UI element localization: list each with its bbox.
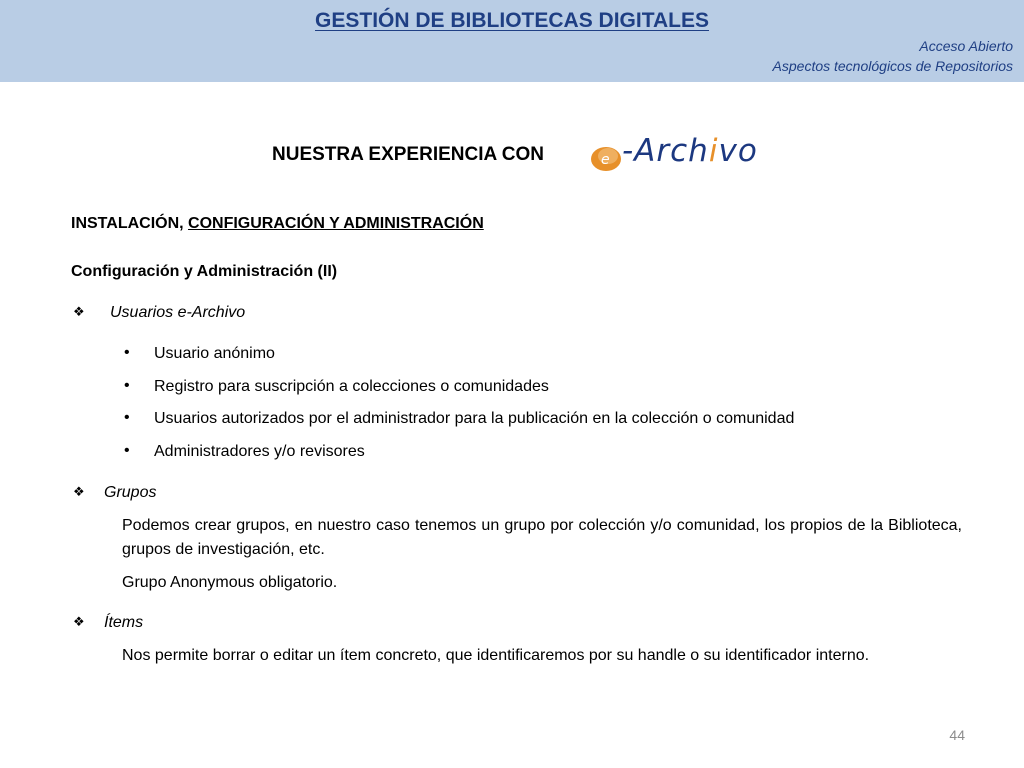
diamond-bullet-icon: ❖ [73,304,85,319]
grupos-note: Grupo Anonymous obligatorio. [122,574,338,591]
section-heading: INSTALACIÓN, CONFIGURACIÓN Y ADMINISTRACIÓN [71,215,484,232]
diamond-bullet-icon: ❖ [73,484,85,499]
svg-text:e: e [601,152,610,168]
diamond-bullet-icon: ❖ [73,614,85,629]
items-paragraph: Nos permite borrar o editar un ítem concreto, que identificaremos por su handle o su identificador interno. [122,647,870,664]
header-subtitle-open-access: Acceso Abierto [919,38,1013,54]
grupos-paragraph: Podemos crear grupos, en nuestro caso tenemos un grupo por colección y/o comunidad, los propios de la Biblioteca, grupos de investigación, etc. [122,517,962,558]
grupos-title: Grupos [104,484,157,501]
items-title: Ítems [104,614,144,631]
slide-title: NUESTRA EXPERIENCIA CON [272,144,545,165]
logo-wordmark: -Archivo [622,133,758,169]
bullet-icon: • [124,409,130,426]
slide-header [0,0,1024,82]
list-item: Administradores y/o revisores [154,443,365,460]
e-badge-icon [590,144,624,174]
bullet-icon: • [124,377,130,394]
page-number: 44 [949,727,965,743]
list-item: Usuarios autorizados por el administrador para la publicación en la colección o comunidad [154,410,795,427]
bullet-icon: • [124,442,130,459]
header-title: GESTIÓN DE BIBLIOTECAS DIGITALES [315,9,709,32]
list-item: Usuario anónimo [154,345,275,362]
header-subtitle-repositories: Aspectos tecnológicos de Repositorios [772,58,1013,74]
bullet-icon: • [124,344,130,361]
section-subheading: Configuración y Administración (II) [71,263,338,280]
e-archivo-logo [590,133,770,176]
usuarios-title: Usuarios e-Archivo [110,304,246,321]
list-item: Registro para suscripción a colecciones o comunidades [154,378,549,395]
